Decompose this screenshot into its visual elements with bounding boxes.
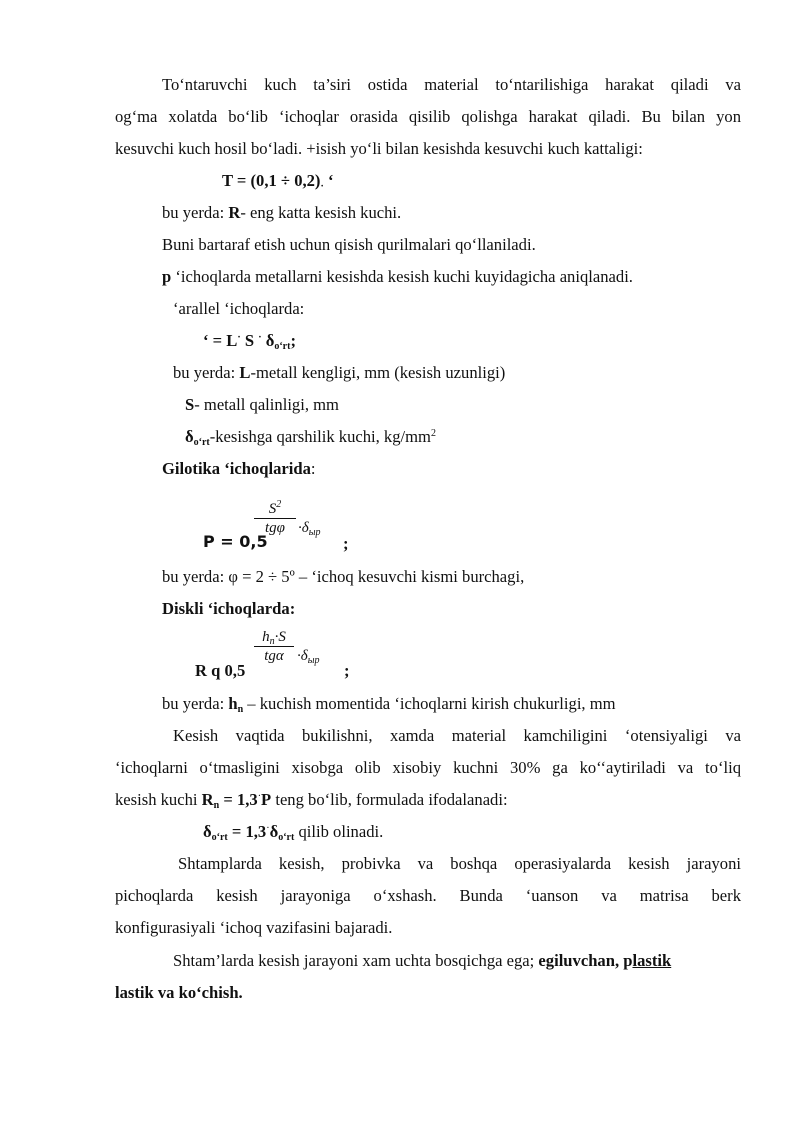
formula-delta-ort: $\delta_{o‘rt} = 1,3^\cdot\delta_{o‘rt}$ qilib olinadi. <box>203 822 384 843</box>
paragraph-1-line-3: kesuvchi kuch hosil bo‘ladi. +isish yo‘li bilan kesishda kesuvchi kuch kattaligi: <box>115 139 643 158</box>
paragraph-4-line-1: Shtam’larda kesish jarayoni xam uchta bosqichga ega; egiluvchan, plastik <box>173 951 672 970</box>
formula-diskli-lead: R q 0,5 <box>195 661 246 680</box>
formula-gilotika-fraction: $S^2$ tgφ <box>254 500 296 537</box>
diskli-heading: Diskli ‘ichoqlarda: <box>162 599 296 618</box>
where-h-line: bu yerda: $h_n$ – kuchish momentida ‘ichoqlarni kirish chukurligi, mm <box>162 694 616 715</box>
paragraph-4-line-2: lastik va ko‘chish. <box>115 983 243 1002</box>
paragraph-3-line-2: pichoqlarda kesish jarayoniga o‘xshash. Bunda ‘uanson va matrisa berk <box>115 886 741 905</box>
paragraph-1-line-2: og‘ma xolatda bo‘lib ‘ichoqlar orasida qisilib qolishga harakat qiladi. Bu bilan yon <box>115 107 741 126</box>
formula-gilotika-end: ; <box>343 534 349 553</box>
paragraph-3-line-1: Shtamplarda kesish, probivka va boshqa operasiyalarda kesish jarayoni <box>178 854 741 873</box>
gilotika-heading: Gilotika ‘ichoqlarida: <box>162 459 316 478</box>
where-phi-line: bu yerda: φ = 2 ÷ 5º – ‘ichoq kesuvchi kismi burchagi, <box>162 567 525 586</box>
formula-diskli-fraction: $h_n\cdot S$ tgα <box>254 628 294 665</box>
paragraph-1-line-1: To‘ntaruvchi kuch ta’siri ostida material to‘ntarilishiga harakat qiladi va <box>162 75 741 94</box>
where-r-line: bu yerda: R- eng katta kesish kuchi. <box>162 203 402 222</box>
formula-t: $T = (0,1 \div 0,2)_\cdot$ ‘ <box>222 171 334 192</box>
where-l-line: bu yerda: L-metall kengligi, mm (kesish uzunligi) <box>173 363 506 382</box>
paragraph-2-line-3: kesish kuchi $R_n = 1,3^\cdot P$ teng bo‘lib, formulada ifodalanadi: <box>115 790 508 811</box>
paragraph-2-line-1: Kesish vaqtida bukilishni, xamda material kamchiligini ‘otensiyaligi va <box>173 726 741 745</box>
where-delta-line: $\delta_{o‘rt}$-kesishga qarshilik kuchi, $kg/mm^2$ <box>185 427 436 448</box>
paragraph-3-line-3: konfigurasiyali ‘ichoq vazifasini bajaradi. <box>115 918 393 937</box>
where-s-line: S- metall qalinligi, mm <box>185 395 339 414</box>
buni-line: Buni bartaraf etish uchun qisish qurilmalari qo‘llaniladi. <box>162 235 536 254</box>
parallel-heading: ‘arallel ‘ichoqlarda: <box>173 299 305 318</box>
formula-parallel: ‘ = L· S · $\delta_{o‘rt}$; <box>203 331 296 352</box>
formula-diskli-end: ; <box>344 661 350 680</box>
paragraph-2-line-2: ‘ichoqlarni o‘tmasligini xisobga olib xisobiy kuchni 30% ga ko‘‘aytiriladi va to‘liq <box>115 758 741 777</box>
formula-diskli-delta: $\cdot\delta_{ыр}$ <box>297 648 320 666</box>
p-line: p ‘ichoqlarda metallarni kesishda kesish kuchi kuyidagicha aniqlanadi. <box>162 267 633 286</box>
formula-gilotika-lead: P = 0,5 <box>203 532 268 551</box>
formula-gilotika-delta: $\cdot\delta_{ыр}$ <box>298 520 321 538</box>
